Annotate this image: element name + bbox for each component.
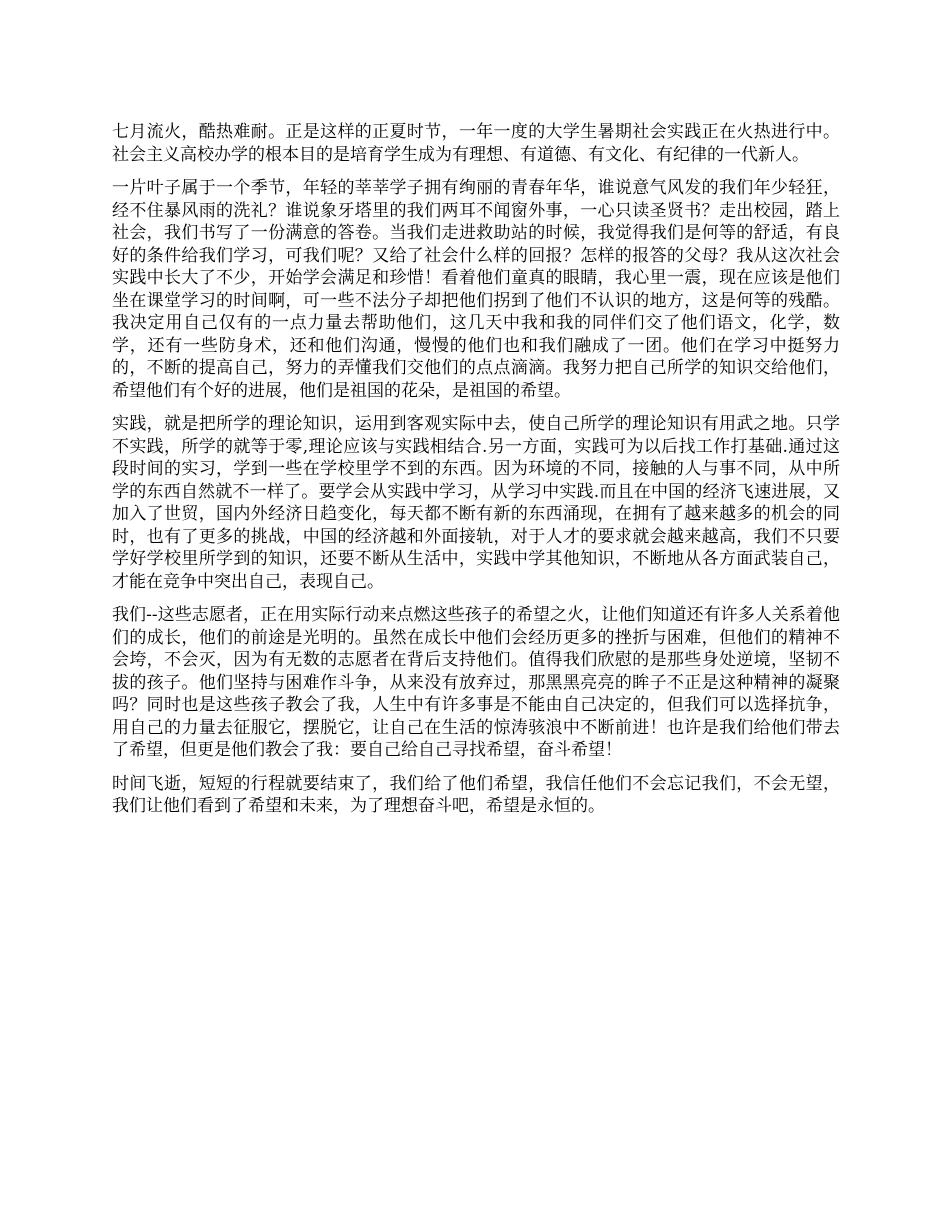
paragraph-5: 时间飞逝，短短的行程就要结束了，我们给了他们希望，我信任他们不会忘记我们，不会无望，我们让他们看到了希望和未来，为了理想奋斗吧，希望是永恒的。: [112, 773, 840, 816]
paragraph-1: 七月流火，酷热难耐。正是这样的正夏时节，一年一度的大学生暑期社会实践正在火热进行中。社会主义高校办学的根本目的是培育学生成为有理想、有道德、有文化、有纪律的一代新人。: [112, 122, 840, 165]
paragraph-3: 实践，就是把所学的理论知识，运用到客观实际中去，使自己所学的理论知识有用武之地。只学不实践，所学的就等于零,理论应该与实践相结合.另一方面，实践可为以后找工作打基础.通过这段时间的实习，学到一些在学校里学不到的东西。因为环境的不同，接触的人与事不同，从中所学的东西自然就不一样了。要学会从实践中学习，从学习中实践.而且在中国的经济飞速进展，又加入了世贸，国内外经济日趋变化，每天都不断有新的东西涌现，在拥有了越来越多的机会的同时，也有了更多的挑战，中国的经济越和外面接轨，对于人才的要求就会越来越高，我们不只要学好学校里所学到的知识，还要不断从生活中，实践中学其他知识，不断地从各方面武装自己，才能在竞争中突出自己，表现自己。: [112, 414, 840, 592]
document-body: [112, 121, 840, 829]
paragraph-4: 我们--这些志愿者，正在用实际行动来点燃这些孩子的希望之火，让他们知道还有许多人关系着他们的成长，他们的前途是光明的。虽然在成长中他们会经历更多的挫折与困难，但他们的精神不会垮，不会灭，因为有无数的志愿者在背后支持他们。值得我们欣慰的是那些身处逆境，坚韧不拔的孩子。他们坚持与困难作斗争，从来没有放弃过，那黑黑亮亮的眸子不正是这种精神的凝聚吗？同时也是这些孩子教会了我，人生中有许多事是不能由自己决定的，但我们可以选择抗争，用自己的力量去征服它，摆脱它，让自己在生活的惊涛骇浪中不断前进！也许是我们给他们带去了希望，但更是他们教会了我：要自己给自己寻找希望，奋斗希望！: [112, 605, 840, 760]
paragraph-2: 一片叶子属于一个季节，年轻的莘莘学子拥有绚丽的青春年华，谁说意气风发的我们年少轻狂，经不住暴风雨的洗礼？谁说象牙塔里的我们两耳不闻窗外事，一心只读圣贤书？走出校园，踏上社会，我们书写了一份满意的答卷。当我们走进救助站的时候，我觉得我们是何等的舒适，有良好的条件给我们学习，可我们呢？又给了社会什么样的回报？怎样的报答的父母？我从这次社会实践中长大了不少，开始学会满足和珍惜！看着他们童真的眼睛，我心里一震，现在应该是他们坐在课堂学习的时间啊，可一些不法分子却把他们拐到了他们不认识的地方，这是何等的残酷。我决定用自己仅有的一点力量去帮助他们，这几天中我和我的同伴们交了他们语文，化学，数学，还有一些防身术，还和他们沟通，慢慢的他们也和我们融成了一团。他们在学习中挺努力的，不断的提高自己，努力的弄懂我们交他们的点点滴滴。我努力把自己所学的知识交给他们，希望他们有个好的进展，他们是祖国的花朵，是祖国的希望。: [112, 178, 840, 401]
